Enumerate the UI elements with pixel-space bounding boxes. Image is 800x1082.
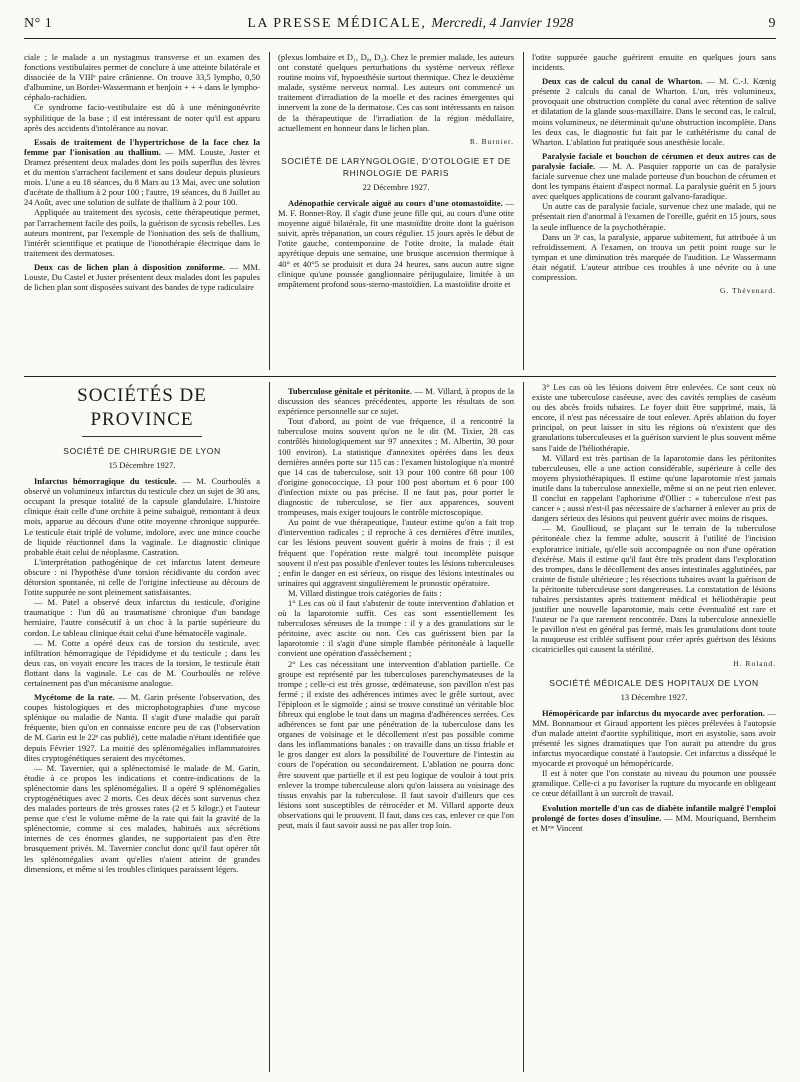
section-heading: SOCIÉTÉ DE CHIRURGIE DE LYON [63, 446, 221, 456]
body-paragraph [24, 557, 260, 597]
paragraph-text: L'interprétation pathogénique de cet infarctus latent demeure obscure : ni l'hypothèse d'une torsion récidivante du cordon avec détorsion spontanée, ni celle de l'origine infectieuse au décours de l'otite suppurée ne sont pleinement satisfaisantes. [24, 556, 260, 598]
article-title: Deux cas de calcul du canal de Wharton. [542, 76, 703, 87]
paragraph-text: l'otite suppurée gauche guérirent ensuite en quelques jours sans incidents. [532, 52, 776, 73]
article-title: Deux cas de lichen plan à disposition zoniforme. [34, 261, 226, 272]
article-title: Adénopathie cervicale aiguë au cours d'une otomastoïdite. [288, 197, 503, 208]
paragraph-text: Ce syndrome facio-vestibulaire est dû à une méningonévrite syphilitique de la base ; il est intéressant de noter qu'il est apparu après des accidents d'intolérance au novar. [24, 102, 260, 133]
article-paragraph [532, 151, 776, 201]
article-paragraph [532, 76, 776, 147]
article-paragraph [24, 692, 260, 763]
paragraph-text: 2° Les cas nécessitant une intervention d'ablation partielle. Ce groupe est représenté par les tuberculoses parenchymateuses de la trompe ; celle-ci est très grosse, œdémateuse, son pavillon n'est pas fermé ; il existe des adhérences intimes avec le grêle surtout, avec l'épiploon et le sigmoïde ; ainsi se trouve constitué un véritable bloc fibreux qui englobe le tout dans un magma d'adhérences serrées. Ces adhérences se font par une pénétration de la tuberculose dans les organes de voisinage et le décollement n'est pas possible comme dans les inflammations banales : on travaille dans un tissu friable et le gros danger est alors la possibilité de l'ouverture de l'intestin au cours de l'opération ou secondairement. L'ablation ne pourra donc être souvent que partielle et il est peu logique de vouloir à tout prix enlever la trompe tuberculeuse alors qu'on laissera au voisinage des tissus envahis par la tuberculose. Il faut savoir d'ailleurs que ces lésions sont susceptibles de rétrocéder et M. Villard apporte deux observations qui le prouvent. Il faut, dans ces cas, enlever ce que l'on peut, mais il faut savoir aussi ne pas aller trop loin. [278, 658, 514, 831]
bottom-column-1-body [24, 445, 260, 874]
top-column-1 [24, 52, 260, 370]
article-paragraph [24, 476, 260, 557]
article-paragraph [24, 137, 260, 208]
top-column-3 [532, 52, 776, 370]
author-signature: G. Thévenard. [720, 286, 776, 296]
column-rule [269, 382, 270, 1072]
banner-rule [82, 436, 202, 437]
body-paragraph [278, 52, 514, 133]
column-rule [269, 52, 270, 370]
paragraph-text: 1° Les cas où il faut s'abstenir de toute intervention d'ablation et où la laparotomie suffit. Ces cas sont essentiellement les tuberculoses séreuses de la trompe : il y a des granulations sur le péritoine, avec ascite ou non. Ces cas guérissent bien par la laparotomie : il s'agit d'une simple flambée péritonéale à laquelle convient une opération d'assèchement ; [278, 597, 514, 659]
paragraph-text: — M. Courboulès a observé un volumineux infarctus du testicule chez un sujet de 30 ans, occupant la presque totalité de la capsule glandulaire. L'histoire clinique était celle d'une orchite à peine subaiguë, remontant à deux mois, apparue au décours d'une otite moyenne chronique suppurée. Le testicule était triplé de volume, indolore, avec une mince couche de liquide réactionnel dans la vaginale. Le diagnostic clinique probable était celui de néoplasme. Castration. [24, 476, 260, 557]
article-title: Essais de traitement de l'hypertrichose de la face chez la femme par l'ionisation au thallium. [24, 136, 260, 157]
running-title [247, 16, 573, 32]
section-banner: SOCIÉTÉS DE PROVINCE [77, 385, 207, 430]
column-rule [523, 52, 524, 370]
paragraph-text: Dans un 3ᵉ cas, la paralysie, apparue subitement, fut attribuée à un refroidissement. A l'examen, on trouva un petit point rouge sur le tympan et une diminution très marquée de l'audition. Le Wassermann était négatif. L'auteur attribue ces troubles à une névrite ou à une compression. [532, 231, 776, 282]
article-title: Infarctus hémorragique du testicule. [34, 476, 177, 487]
paragraph-text: Un autre cas de paralysie faciale, survenue chez une malade, qui ne présentait rien d'anormal à l'examen de l'oreille, guérit en 15 jours, sous la seule influence de la psychothérapie. [532, 201, 776, 232]
paragraph-text: — M. A. Pasquier rapporte un cas de paralysie faciale survenue chez une malade porteuse d'un bouchon de cérumen et dont les tympans étaient d'aspect normal. La paralysie guérit en 5 jours avec quelques applications de courant galvano-faradique. [532, 160, 776, 202]
bottom-column-3 [532, 382, 776, 1072]
body-paragraph [24, 102, 260, 132]
session-date: 15 Décembre 1927. [108, 460, 176, 470]
paragraph-text: — M. Cotte a opéré deux cas de torsion du testicule, avec infiltration hémorragique de l'épididyme et du testicule ; dans les deux cas, on voyait encore les traces de la torsion, le testicule était flottant dans la vaginale. Le cas de M. Courboulès ne relève certainement pas d'un mécanisme analogue. [24, 637, 260, 688]
article-paragraph [24, 262, 260, 292]
body-paragraph [532, 52, 776, 72]
body-paragraph [532, 201, 776, 231]
body-paragraph [278, 517, 514, 588]
author-signature: H. Roland. [733, 658, 776, 668]
bottom-column-2 [278, 382, 514, 1072]
body-paragraph [532, 382, 776, 453]
session-date: 13 Décembre 1927. [620, 691, 688, 702]
article-title: Tuberculose génitale et péritonite. [288, 386, 412, 396]
paragraph-text: — M. Patel a observé deux infarctus du testicule, d'origine traumatique : l'un dû au traumatisme chronique d'un bandage herniaire, l'autre consécutif à un choc à la partie supérieure du cordon. Le tableau clinique était celui d'une hématocèle vaginale. [24, 597, 260, 638]
page-number: 9 [768, 16, 776, 31]
body-paragraph [24, 207, 260, 257]
body-paragraph [532, 768, 776, 798]
column-rule [523, 382, 524, 1072]
paragraph-text: Appliquée au traitement des sycosis, cette thérapeutique permet, par l'arrachement facile des poils, la guérison de sycosis rebelles. Les auteurs montrent, par l'exemple de l'ionisation des sels de thallium, l'intérêt scientifique et pratique de l'ionothérapie électrique dans le traitement des dermatoses. [24, 207, 260, 258]
paragraph-text: — M. Garin présente l'observation, des coupes histologiques et des microphotographies d'une mycose splénique ou maladie de Nanta. Il s'agit d'une maladie qui paraît fréquente, bien qu'on en connaisse encore peu de cas (l'observation de M. Garin est le 22ᵉ cas publié), cette maladie n'étant identifiée que depuis Février 1927. La moitié des splénomégalies inflammatoires dites cryptogénétiques seraient des mycétomes. [24, 692, 260, 763]
body-paragraph [24, 597, 260, 637]
article-title: Mycétome de la rate. [34, 692, 115, 703]
article-paragraph [278, 198, 514, 289]
paragraph-text: 3° Les cas où les lésions doivent être enlevées. Ce sont ceux où existe une tuberculose caséeuse, avec des cavités remplies de caséum ou des abcès froids tubaires. Le foyer doit être supprimé, mais, là encore, il n'est pas nécessaire de tout enlever. Après ablation du foyer principal, on peut laisser in situ les régions où n'existent que des granulations tuberculeuses et la guérison survient le plus souvent même sans l'aide de l'héliothérapie. [532, 382, 776, 453]
article-paragraph [278, 386, 514, 416]
paragraph-text: M. Villard distingue trois catégories de faits : [288, 587, 442, 598]
paragraph-text: — MM. Louste, Du Castel et Juster présentent deux malades dont les papules de lichen plan sont disposées suivant des bandes de type radiculaire [24, 261, 260, 293]
paragraph-text: — M. Goullioud, se plaçant sur le terrain de la tuberculose péritonéale chez la femme adulte, souscrit à l'utilité de l'incision exploratrice initiale, qu'elle soit accompagnée ou non d'une opération d'exérèse. Mais il estime qu'il faut être très prudent dans l'exploration des trompes, dans le décollement des anses intestinales agglutinées, par crainte de fistule ultérieure ; les résections tubaires avant la guérison de la péritonite tuberculeuse sont dangereuses. La constatation de lésions tubaires persistantes après traitement médical et héliothérapie peut justifier une nouvelle laparotomie, mais cette éventualité est rare et l'auteur ne l'a que rarement rencontrée. Dans la tuberculose annexielle le pavillon n'est en général pas fermé, mais les granulations dont toute la muqueuse est criblée suffisent pour créer après guérison des lésions cicatricielles qui causent la stérilité. [532, 523, 776, 655]
issue-number: N° 1 [24, 16, 53, 31]
paragraph-text: Il est à noter que l'on constate au niveau du poumon une poussée granulique. Celle-ci a pu favoriser la rupture du myocarde en obligeant ce cœur défaillant à un surcroît de travail. [532, 768, 776, 799]
article-paragraph [532, 708, 776, 769]
author-signature: R. Burnier. [469, 136, 514, 146]
paragraph-text: — MM. Mouriquand, Bernheim et Mᵐᵉ Vincent [532, 812, 776, 833]
body-paragraph [278, 588, 514, 598]
body-paragraph [24, 52, 260, 102]
session-date: 22 Décembre 1927. [362, 181, 430, 192]
article-title: Evolution mortelle d'un cas de diabète infantile malgré l'emploi prolongé de fortes doses d'insuline. [532, 802, 776, 823]
article-paragraph [532, 803, 776, 833]
body-paragraph [278, 659, 514, 831]
section-heading: SOCIÉTÉ DE LARYNGOLOGIE, D'OTOLOGIE ET DE RHINOLOGIE DE PARIS [281, 155, 511, 178]
body-paragraph [278, 416, 514, 517]
paragraph-text: — M. Tavernier, qui a splénectomisé le malade de M. Garin, étudie à ce propos les indications et contre-indications de la splénectomie dans les splénomégalies. Il a opéré 9 splénomégalies cryptogénétiques avec 2 morts. Ces deux décès sont survenus chez des malades porteurs de très grosses rates (2 et 5 kilogr.) et l'auteur pense que c'est le volume même de la rate qui fait la gravité de la splénectomie, comme si ces malades, habitués aux sécrétions internes de ces énormes glandes, ne supportaient pas d'en être brusquement privés. M. Tavernier conclut donc qu'il faut opérer tôt les splénomégalies avant qu'elles n'aient atteint de grandes dimensions, et même si les troubles cliniques paraissent légers. [24, 762, 260, 874]
article-title: Hémopéricarde par infarctus du myocarde avec perforation. [542, 707, 765, 718]
article-title: Paralysie faciale et bouchon de cérumen et deux autres cas de paralysie faciale. [532, 150, 776, 171]
top-column-2 [278, 52, 514, 370]
paragraph-text: — M. C.-J. Kœnig présente 2 calculs du canal de Wharton. L'un, très volumineux, provoquait une obstruction complète du canal avec rétention de salive et dilatation de la glande sous-maxillaire. Dans le second cas, le calcul, moins volumineux, ne déterminait qu'une obstruction incomplète. Dans les deux cas, le diagnostic fut fait par le cathétérisme du canal de Wharton. L'ablation fut pratiquée sous anesthésie locale. [532, 76, 776, 147]
paragraph-text: ciale ; le malade a un nystagmus transverse et un examen des fonctions vestibulaires permet de conclure à une atteinte bilatérale et dissociée de la VIIIᵉ paire crânienne. On trouve 33,5 lympho, 0,50 d'albumine, un Bordet-Wassermann et benjoin + + + dans le lympho-céphalo-rachidien. [24, 52, 260, 103]
section-heading: SOCIÉTÉ MÉDICALE DES HOPITAUX DE LYON [549, 677, 759, 688]
page-header [24, 16, 776, 39]
body-paragraph [24, 763, 260, 874]
paragraph-text: Tout d'abord, au point de vue fréquence, il a rencontré la tuberculose moins souvent qu'on ne le dit (M. Tixier, 28 cas contrôlés histologiquement sur 97 annexites ; M. Albertin, 30 pour 100 environ). La statistique d'annexites opérées dans les deux dernières années porte sur 115 cas : l'examen histologique n'a montré que 14 cas de tuberculose, soit 13 pour 100 contre 68 pour 100 d'origine gonococcique, 13 pour 100 post abortum et 6 pour 100 d'infection mixte ou pas précise. Il ne faut pas, pour porter le diagnostic de tuberculose, se fier aux apparences, souvent trompeuses, mais exiger toujours le contrôle microscopique. [278, 416, 514, 518]
paragraph-text: M. Villard est très partisan de la laparotomie dans les péritonites tuberculeuses, elle a une action considérable, supérieure à celle des moyens physiothérapiques. Il estime qu'une laparotomie n'est jamais inutile dans la tuberculose annexielle, même si on ne peut rien enlever. Il conclut en rappelant l'aphorisme d'Ollier : « tuberculose n'est pas cancer » ; aussi n'est-il pas nécessaire de s'acharner à enlever au prix de dangers sérieux des lésions qui peuvent guérir avec moins de risques. [532, 452, 776, 524]
body-paragraph [278, 598, 514, 659]
body-paragraph [532, 232, 776, 282]
bottom-column-1 [24, 382, 260, 1072]
issue-date: Mercredi, 4 Janvier 1928 [431, 16, 574, 31]
body-paragraph [24, 638, 260, 688]
body-paragraph [532, 453, 776, 524]
paragraph-text: — MM. Louste, Juster et Dramez présentent deux malades dont les poils superflus des lèvres et du menton s'arrachent facilement et sans douleur depuis plusieurs mois. L'une a eu 18 séances, du 8 Mars au 13 Mai, avec une solution d'acétate de thallium à 2 pour 100 ; l'autre, 19 séances, du 8 Juillet au 24 Août, avec une solution de sulfate de thallium à 2 pour 100. [24, 146, 260, 208]
paragraph-text: — M. Villard, à propos de la discussion des séances précédentes, apporte les résultats de son expérience personnelle sur ce sujet. [278, 386, 514, 417]
paragraph-text: — MM. Bonnamour et Giraud apportent les pièces prélevées à l'autopsie d'un malade atteint d'aortite syphilitique, mort en asystolie, sans avoir présenté les signes dramatiques que l'on aurait pu attendre du gros infarctus myocardique constaté à l'autopsie. Cet infarctus a disséqué le myocarde et provoqué un hémopéricarde. [532, 707, 776, 769]
paragraph-text: (plexus lombaire et D₁, D₈, D₂). Chez le premier malade, les auteurs ont constaté quelques perturbations du système nerveux réflexe routine moins vif, hypoesthésie surtout thermique. Chez le deuxième malade, système nerveux normal. Les auteurs ont commencé un traitement d'irradiation de la moelle et des racines émergentes qui innervent la zone de la dermatose. Ces cas sont intéressants en raison de la thérapeutique de l'irradiation de la région médullaire, actuellement en honneur dans le lichen plan. [278, 52, 514, 133]
paragraph-text: — M. F. Bonnet-Roy. Il s'agit d'une jeune fille qui, au cours d'une otite moyenne aiguë bilatérale, fit une mastoïdite droite dont la guérison suivit, après trépanation, un cours régulier. 15 jours après le début de l'otite gauche, contemporaine de l'otite droite, la malade était apyrétique depuis une semaine, une brusque ascension thermique à 40° et 40°5 se produisit et dura 24 heures, sans aucun autre signe clinique qu'une poussée ganglionnaire périjugulaire, limitée à un empâtement profond sous-sterno-mastoïdien. La mastoïdite droite et [278, 197, 514, 289]
body-paragraph [532, 523, 776, 654]
paragraph-text: Au point de vue thérapeutique, l'auteur estime qu'on a fait trop d'intervention radicales ; il reproche à ces dernières d'être inutiles, car les lésions peuvent souvent guérir à moins de frais ; il est fréquent que l'opération reste malgré tout incomplète puisque souvent il n'est pas possible d'enlever toutes les lésions tuberculeuses ; enfin le danger en est sérieux, on risque des lésions intestinales ou urinaires qui aggravent singulièrement le pronostic opératoire. [278, 517, 514, 588]
journal-name: LA PRESSE MÉDICALE, [247, 16, 427, 31]
section-divider [24, 376, 776, 377]
